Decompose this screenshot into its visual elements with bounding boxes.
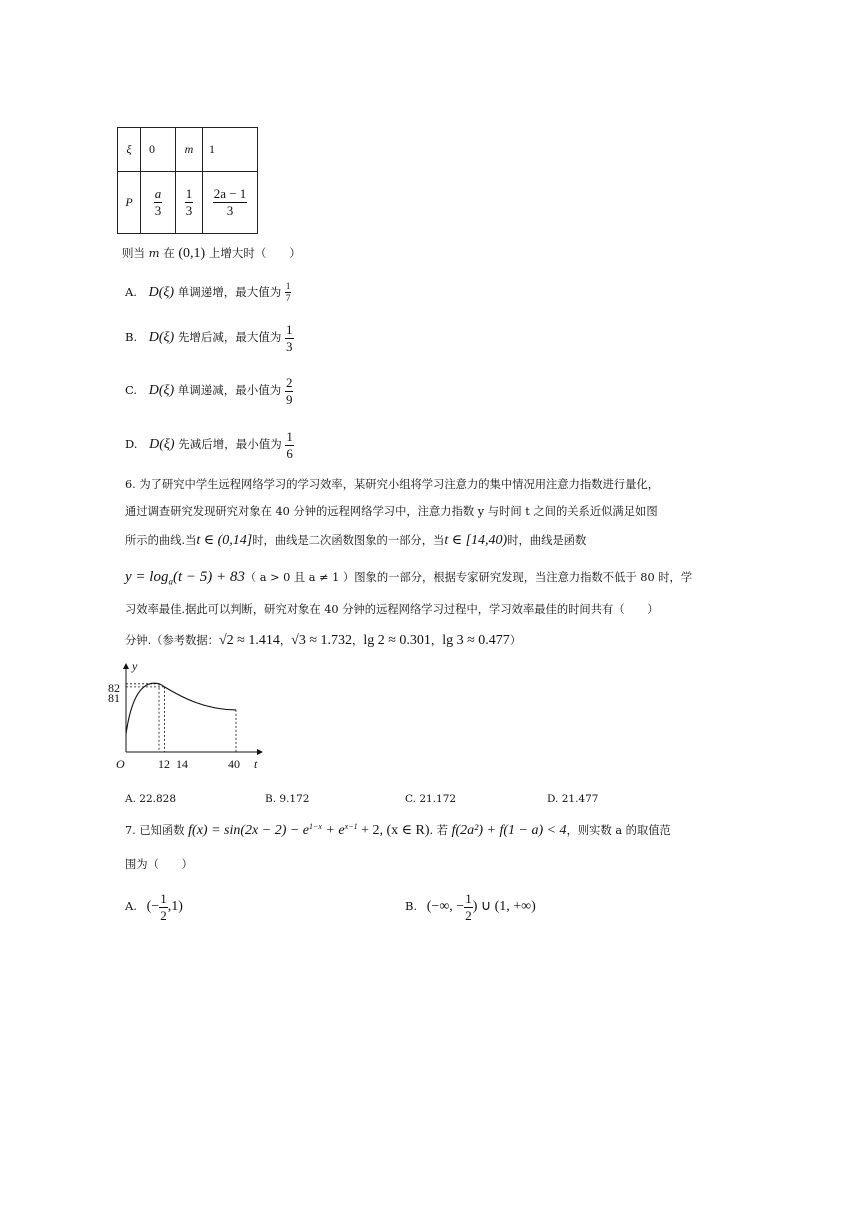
- table-cell: m: [176, 128, 203, 172]
- math: lg 2 ≈ 0.301: [363, 633, 431, 648]
- math: ) ∪ (1, +∞): [472, 899, 536, 915]
- stem-interval: (0,1): [178, 246, 206, 261]
- option-letter: C.: [405, 793, 416, 805]
- table-head-xi: ξ: [118, 128, 141, 172]
- x-tick-14: 14: [176, 757, 188, 771]
- option-letter: A.: [125, 899, 137, 914]
- fraction-den: 3: [286, 338, 293, 354]
- option-text: 单调递增，最大值为: [177, 284, 282, 299]
- x-axis-label: t: [254, 757, 258, 771]
- text: ）: [509, 634, 522, 647]
- fraction-den: 3: [154, 203, 162, 218]
- table-cell: [141, 172, 176, 234]
- q6-line2: 通过调查研究发现研究对象在 40 分钟的远程网络学习中，注意力指数 y 与时间 t 之间的关系近似满足如图: [125, 505, 658, 518]
- option-text: 先增后减，最大值为: [177, 330, 282, 345]
- option-value: 21.172: [419, 793, 457, 805]
- y-tick-81: 81: [108, 691, 120, 705]
- q6-line6: [125, 634, 521, 648]
- option-letter: A.: [125, 284, 137, 299]
- x-tick-40: 40: [228, 757, 240, 771]
- fraction-den: 6: [286, 445, 293, 461]
- y-axis-label: y: [132, 659, 138, 673]
- math: lg 3 ≈ 0.477: [442, 633, 510, 648]
- option-letter: D.: [125, 437, 138, 452]
- q5-option-a[interactable]: [125, 282, 291, 304]
- q6-line3: [125, 534, 586, 548]
- option-text: 先减后增，最小值为: [178, 437, 282, 452]
- fraction-num: a: [154, 186, 162, 202]
- text: （ a > 0 且 a ≠ 1 ）图象的一部分，根据专家研究发现，当注意力指数不低于 80 时，学: [244, 571, 693, 584]
- math-sup: x−1: [344, 822, 358, 831]
- option-letter: C.: [125, 383, 138, 398]
- fraction-den: 7: [285, 293, 291, 304]
- fraction-den: 2: [160, 907, 167, 923]
- q6-option-d[interactable]: [547, 794, 598, 805]
- text: ，则实数 a 的取值范: [566, 823, 671, 837]
- stem-text: 在: [163, 246, 175, 260]
- math: √2 ≈ 1.414: [218, 633, 280, 648]
- option-letter: B.: [405, 899, 418, 914]
- fraction-num: 1: [465, 891, 472, 906]
- table-cell: 1: [203, 128, 258, 172]
- text: 时，曲线是函数: [507, 534, 587, 547]
- math: + e: [321, 822, 345, 838]
- table-cell: [203, 172, 258, 234]
- option-letter: A.: [125, 793, 136, 805]
- text: ，: [279, 634, 292, 647]
- attention-curve: [126, 683, 236, 734]
- fraction-num: 2a − 1: [213, 186, 247, 202]
- y-tick-82: 82: [108, 681, 120, 695]
- math: (t − 5) + 83: [172, 569, 245, 585]
- fraction-num: 2: [285, 375, 293, 390]
- option-letter: B.: [125, 330, 138, 345]
- q6-option-b[interactable]: [265, 794, 309, 805]
- fraction-num: 1: [286, 322, 293, 337]
- q6-line5: 习效率最佳.据此可以判断，研究对象在 40 分钟的远程网络学习过程中，学习效率最佳的时间共有（ ）: [125, 603, 659, 616]
- math: t ∈ (0,14]: [196, 533, 253, 548]
- q5-option-b[interactable]: [125, 323, 294, 353]
- q7-option-b[interactable]: [405, 892, 536, 922]
- stem-var: m: [148, 246, 160, 260]
- option-value: 9.172: [279, 793, 310, 805]
- q6-line1: 6. 为了研究中学生远程网络学习的学习效率，某研究小组将学习注意力的集中情况用注意力指数进行量化，: [125, 478, 660, 491]
- x-tick-12: 12: [158, 757, 170, 771]
- math: f(2a²) + f(1 − a) < 4: [451, 822, 567, 838]
- math-sub: a: [168, 576, 173, 587]
- fraction-den: 9: [285, 391, 293, 407]
- q7-option-a[interactable]: [125, 892, 183, 922]
- option-func: D(ξ): [148, 383, 175, 399]
- q6-line4: [125, 570, 692, 586]
- option-letter: D.: [547, 793, 559, 805]
- option-func: D(ξ): [149, 437, 175, 453]
- q7-line2: 围为（ ）: [125, 858, 193, 871]
- q6-option-c[interactable]: [405, 794, 456, 805]
- math: f(x) = sin(2x − 2) − e: [188, 822, 310, 838]
- option-letter: B.: [265, 793, 277, 805]
- fraction-den: 3: [226, 203, 234, 218]
- text: 7. 已知函数: [125, 823, 185, 837]
- q7-line1: [125, 823, 671, 838]
- option-text: 单调递减，最小值为: [177, 383, 282, 398]
- text: ，: [430, 634, 443, 647]
- fraction-num: 1: [185, 186, 193, 202]
- text: . 若: [429, 823, 448, 837]
- origin-label: O: [116, 757, 125, 771]
- math: (−: [146, 899, 160, 915]
- fraction-den: 3: [185, 203, 193, 218]
- math: (−∞, −: [426, 899, 465, 915]
- option-func: D(ξ): [148, 284, 175, 300]
- table-cell: [176, 172, 203, 234]
- q5-option-d[interactable]: [125, 430, 294, 460]
- option-func: D(ξ): [148, 330, 175, 346]
- stem-text: 上增大时（ ）: [208, 246, 301, 260]
- table-head-p: P: [118, 172, 141, 234]
- text: ，: [352, 634, 364, 647]
- fraction-num: 1: [160, 891, 167, 906]
- option-value: 22.828: [139, 793, 177, 805]
- option-value: 21.477: [561, 793, 599, 805]
- math: ,1): [167, 899, 183, 915]
- distribution-table: [117, 127, 258, 234]
- fraction-num: 1: [286, 429, 293, 444]
- text: 时，曲线是二次函数图象的一部分，当: [252, 534, 445, 547]
- text: 所示的曲线.当: [125, 534, 197, 547]
- q5-stem: [122, 247, 301, 261]
- stem-text: 则当: [122, 246, 145, 260]
- math: y = log: [125, 569, 169, 585]
- fraction-den: 2: [465, 907, 472, 923]
- fraction-num: 1: [285, 282, 292, 293]
- math: t ∈ [14,40): [444, 533, 508, 548]
- math-sup: 1−x: [309, 822, 322, 831]
- q6-option-a[interactable]: [125, 794, 176, 805]
- attention-chart: [110, 656, 270, 776]
- math: √3 ≈ 1.732: [291, 633, 353, 648]
- text: 分钟.（参考数据：: [125, 634, 219, 647]
- q5-option-c[interactable]: [125, 376, 293, 406]
- table-cell: 0: [141, 128, 176, 172]
- math: + 2, (x ∈ R): [357, 822, 430, 838]
